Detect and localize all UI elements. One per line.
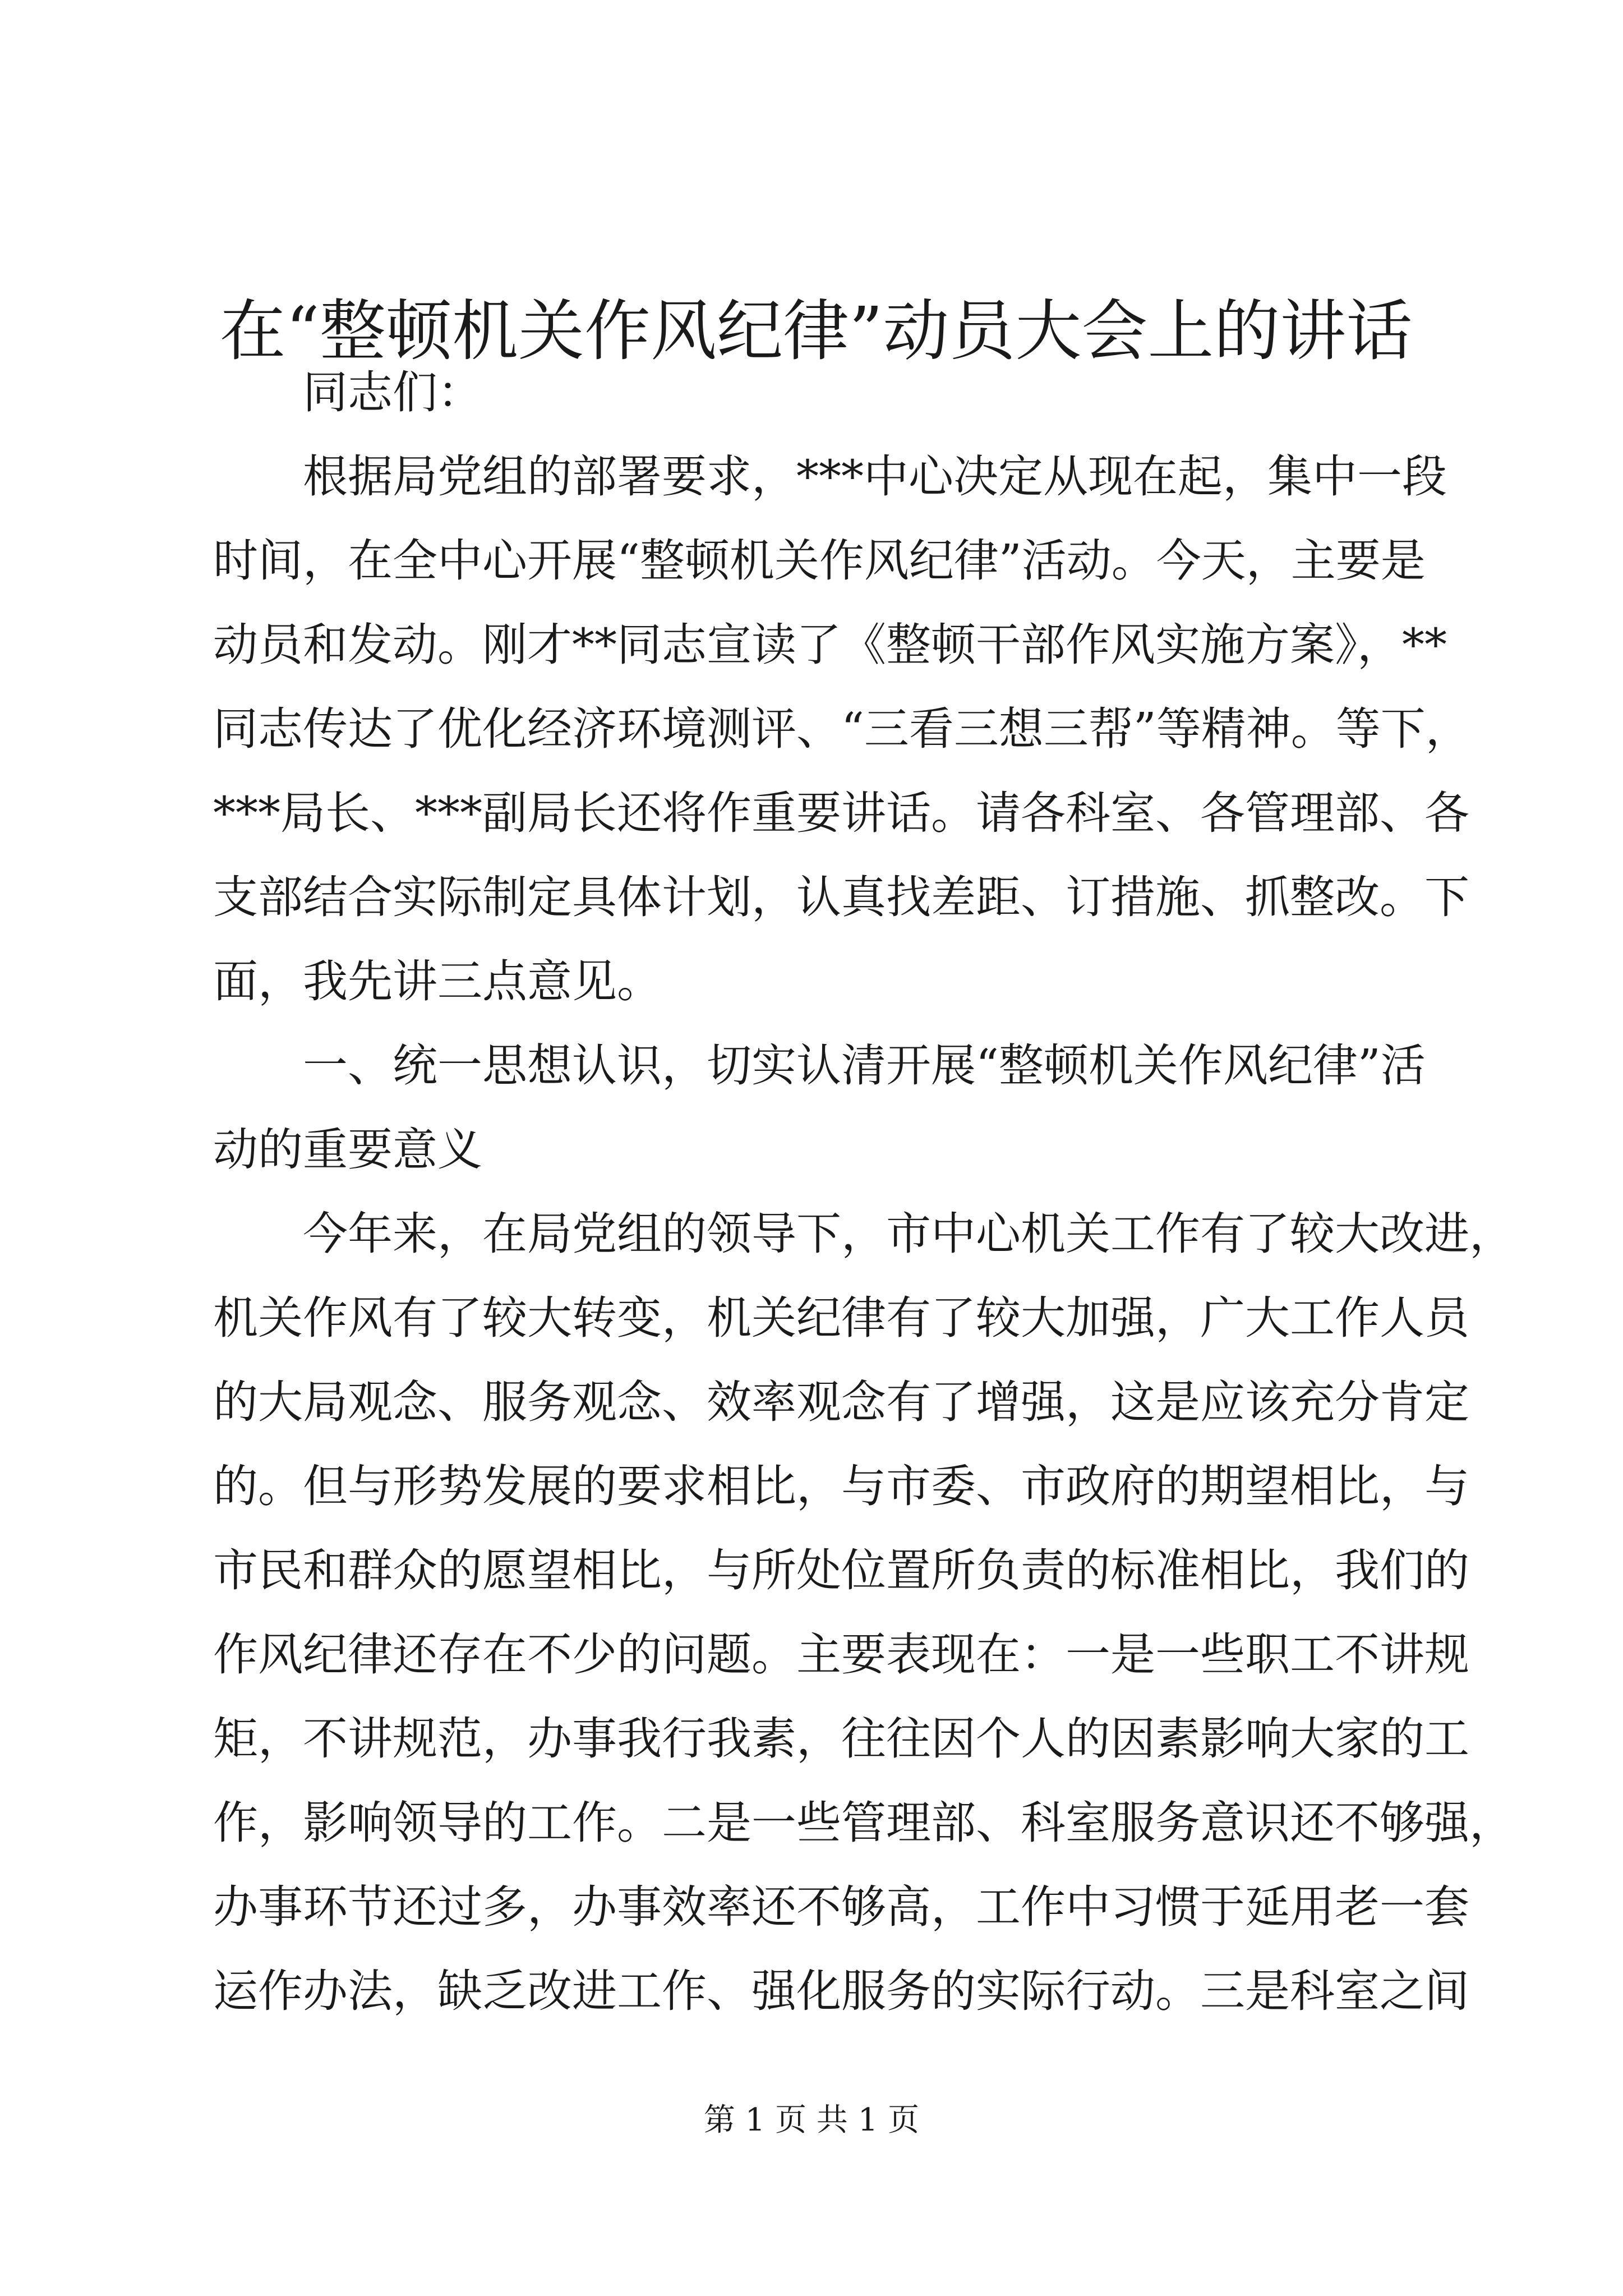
body-line: 机关作风有了较大转变，机关纪律有了较大加强，广大工作人员 (213, 1292, 1469, 1344)
body-line: 一、统一思想认识，切实认清开展“整顿机关作风纪律”活 (303, 1039, 1426, 1092)
body-line: 作，影响领导的工作。二是一些管理部、科室服务意识还不够强， (213, 1797, 1514, 1849)
body-line: 同志传达了优化经济环境测评、“三看三想三帮”等精神。等下， (213, 703, 1470, 755)
body-line: 动的重要意义 (213, 1124, 482, 1176)
body-line: ***局长、***副局长还将作重要讲话。请各科室、各管理部、各 (213, 787, 1469, 839)
body-line: 动员和发动。刚才**同志宣读了《整顿干部作风实施方案》，** (213, 619, 1447, 671)
body-line: 时间，在全中心开展“整顿机关作风纪律”活动。今天，主要是 (213, 535, 1426, 587)
page-footer: 第 1 页 共 1 页 (703, 2102, 920, 2138)
body-line: 的。但与形势发展的要求相比，与市委、市政府的期望相比，与 (213, 1460, 1469, 1512)
body-line: 的大局观念、服务观念、效率观念有了增强，这是应该充分肯定 (213, 1376, 1469, 1428)
body-line: 同志们： (303, 366, 482, 418)
body-line: 市民和群众的愿望相比，与所处位置所负责的标准相比，我们的 (213, 1544, 1469, 1596)
body-line: 办事环节还过多，办事效率还不够高，工作中习惯于延用老一套 (213, 1881, 1469, 1933)
body-line: 矩，不讲规范，办事我行我素，往往因个人的因素影响大家的工 (213, 1713, 1469, 1765)
body-line: 支部结合实际制定具体计划，认真找差距、订措施、抓整改。下 (213, 871, 1469, 923)
body-line: 运作办法，缺乏改进工作、强化服务的实际行动。三是科室之间 (213, 1965, 1469, 2017)
body-line: 根据局党组的部署要求，***中心决定从现在起，集中一段 (303, 450, 1447, 503)
document-title: 在“整顿机关作风纪律”动员大会上的讲话 (219, 292, 1413, 370)
body-line: 今年来，在局党组的领导下，市中心机关工作有了较大改进， (303, 1208, 1514, 1260)
document-body (213, 351, 1514, 2033)
body-line: 作风纪律还存在不少的问题。主要表现在：一是一些职工不讲规 (213, 1628, 1469, 1681)
body-line: 面，我先讲三点意见。 (213, 955, 662, 1007)
